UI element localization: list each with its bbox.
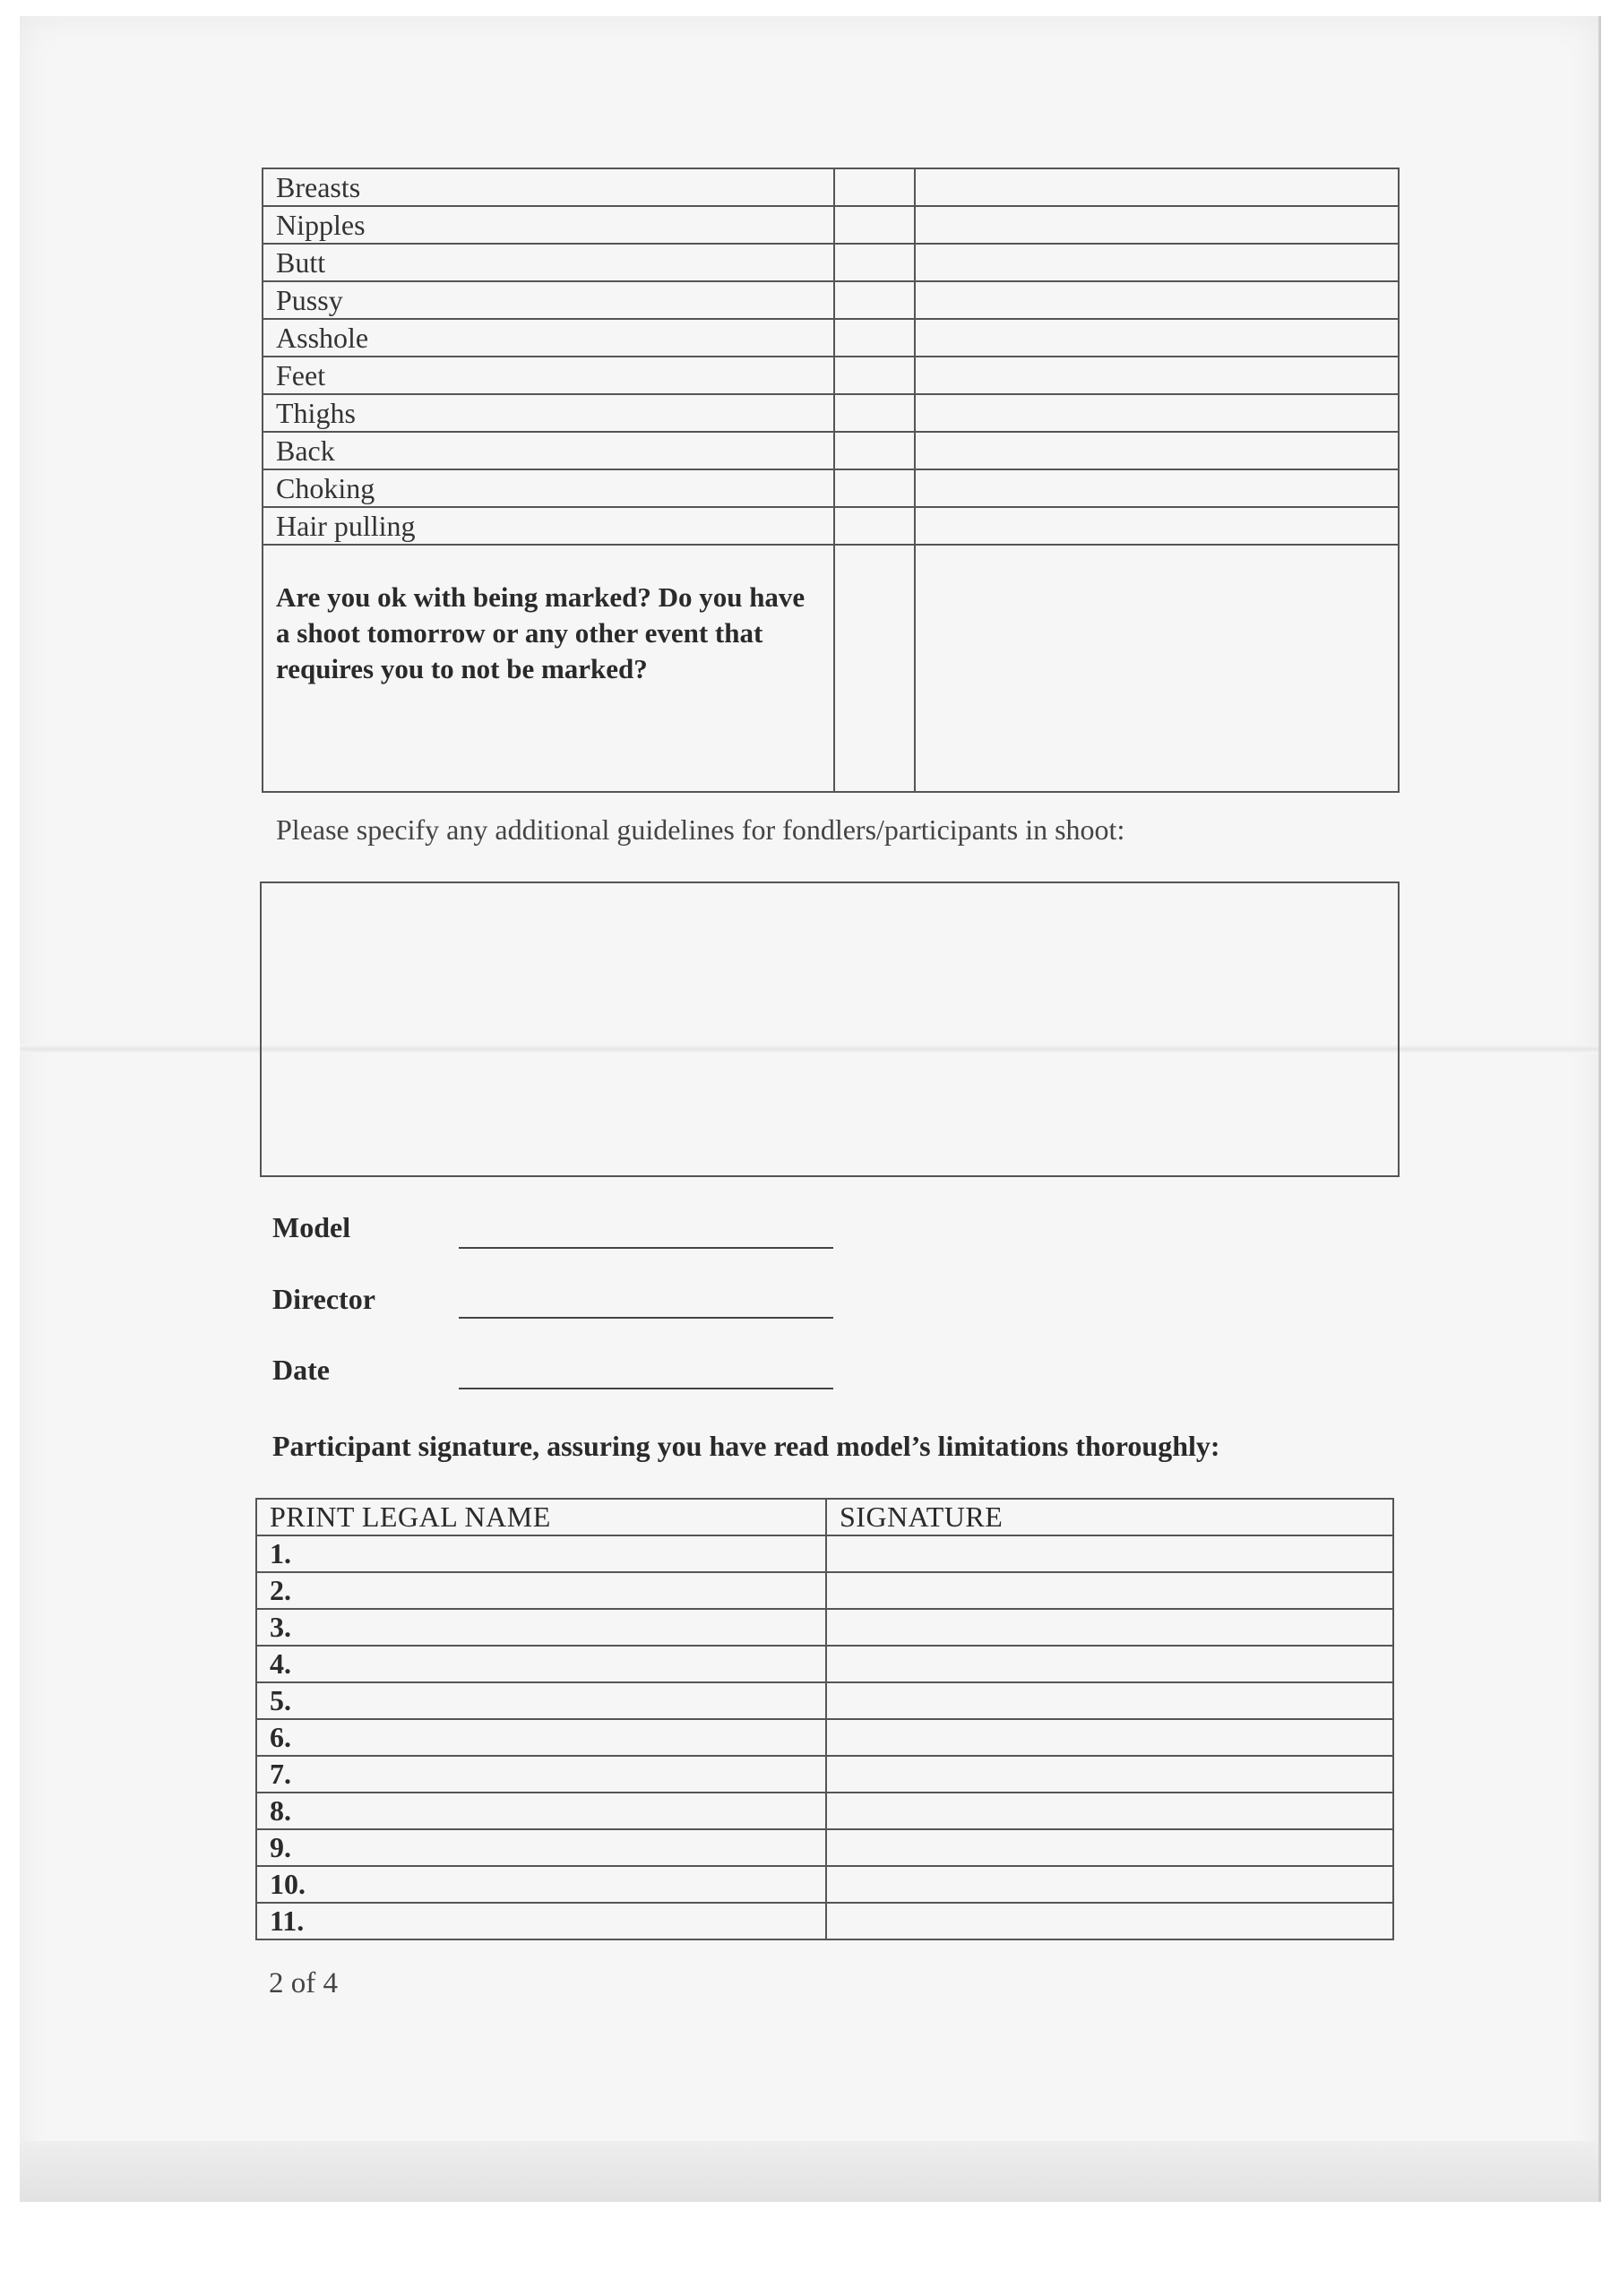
model-signature-line[interactable] [459,1247,833,1249]
participant-name-cell[interactable]: 11. [256,1903,826,1939]
date-line[interactable] [459,1388,833,1389]
table-row [256,1646,1393,1682]
page-bottom-edge [20,2141,1598,2202]
table-row [256,1609,1393,1646]
checklist-check-cell[interactable] [834,469,915,507]
checklist-check-cell[interactable] [834,319,915,357]
checklist-row-label: Nipples [263,206,834,244]
limits-checklist-table [262,168,1400,793]
table-row [256,1829,1393,1866]
checklist-question-row [263,545,1399,792]
participant-signature-cell[interactable] [826,1866,1393,1903]
checklist-check-cell[interactable] [834,168,915,206]
checklist-row [263,469,1399,507]
checklist-check-cell[interactable] [834,244,915,281]
checklist-notes-cell[interactable] [915,168,1399,206]
checklist-row-label: Back [263,432,834,469]
checklist-row-label: Feet [263,357,834,394]
marking-question: Are you ok with being marked? Do you have a shoot tomorrow or any other event that requires you to not be marked? [263,545,834,792]
checklist-notes-cell[interactable] [915,432,1399,469]
participant-signature-cell[interactable] [826,1609,1393,1646]
print-legal-name-header: PRINT LEGAL NAME [256,1499,826,1535]
checklist-row [263,206,1399,244]
participant-signature-cell[interactable] [826,1903,1393,1939]
checklist-row [263,432,1399,469]
participant-name-cell[interactable]: 7. [256,1756,826,1793]
checklist-row-label: Thighs [263,394,834,432]
date-label: Date [272,1354,330,1386]
participant-name-cell[interactable]: 6. [256,1719,826,1756]
participant-name-cell[interactable]: 5. [256,1682,826,1719]
table-row [256,1535,1393,1572]
participant-signature-cell[interactable] [826,1756,1393,1793]
page-number: 2 of 4 [269,1967,338,1999]
checklist-row-label: Asshole [263,319,834,357]
table-row [256,1793,1393,1829]
guidelines-textbox[interactable] [260,881,1400,1177]
checklist-check-cell[interactable] [834,545,915,792]
signature-header: SIGNATURE [826,1499,1393,1535]
table-row [256,1719,1393,1756]
participant-signature-cell[interactable] [826,1535,1393,1572]
table-row [256,1866,1393,1903]
table-row [256,1903,1393,1939]
signature-table-header [256,1499,1393,1535]
checklist-notes-cell[interactable] [915,281,1399,319]
participant-name-cell[interactable]: 4. [256,1646,826,1682]
checklist-check-cell[interactable] [834,394,915,432]
model-label: Model [272,1211,351,1243]
checklist-row [263,357,1399,394]
participant-name-cell[interactable]: 3. [256,1609,826,1646]
checklist-check-cell[interactable] [834,357,915,394]
table-row [256,1572,1393,1609]
checklist-notes-cell[interactable] [915,206,1399,244]
participant-name-cell[interactable]: 10. [256,1866,826,1903]
participant-name-cell[interactable]: 8. [256,1793,826,1829]
checklist-row-label: Choking [263,469,834,507]
checklist-notes-cell[interactable] [915,545,1399,792]
checklist-row-label: Breasts [263,168,834,206]
checklist-check-cell[interactable] [834,432,915,469]
table-row [256,1682,1393,1719]
checklist-notes-cell[interactable] [915,394,1399,432]
participant-signature-cell[interactable] [826,1829,1393,1866]
checklist-check-cell[interactable] [834,206,915,244]
participant-signature-cell[interactable] [826,1719,1393,1756]
checklist-notes-cell[interactable] [915,357,1399,394]
participant-signature-table [255,1498,1394,1940]
participant-signature-cell[interactable] [826,1646,1393,1682]
checklist-row-label: Pussy [263,281,834,319]
table-row [256,1756,1393,1793]
director-label: Director [272,1283,375,1315]
checklist-notes-cell[interactable] [915,244,1399,281]
checklist-row [263,394,1399,432]
participant-name-cell[interactable]: 9. [256,1829,826,1866]
participant-name-cell[interactable]: 1. [256,1535,826,1572]
checklist-row [263,168,1399,206]
participant-name-cell[interactable]: 2. [256,1572,826,1609]
participant-signature-cell[interactable] [826,1572,1393,1609]
checklist-row [263,281,1399,319]
checklist-notes-cell[interactable] [915,469,1399,507]
guidelines-label: Please specify any additional guidelines for fondlers/participants in shoot: [276,813,1125,846]
checklist-row [263,319,1399,357]
checklist-row-label: Butt [263,244,834,281]
checklist-notes-cell[interactable] [915,507,1399,545]
checklist-row [263,507,1399,545]
checklist-row [263,244,1399,281]
checklist-notes-cell[interactable] [915,319,1399,357]
participant-signature-heading: Participant signature, assuring you have read model’s limitations thoroughly: [272,1430,1220,1462]
checklist-row-label: Hair pulling [263,507,834,545]
checklist-check-cell[interactable] [834,281,915,319]
checklist-check-cell[interactable] [834,507,915,545]
participant-signature-cell[interactable] [826,1682,1393,1719]
participant-signature-cell[interactable] [826,1793,1393,1829]
director-signature-line[interactable] [459,1317,833,1319]
